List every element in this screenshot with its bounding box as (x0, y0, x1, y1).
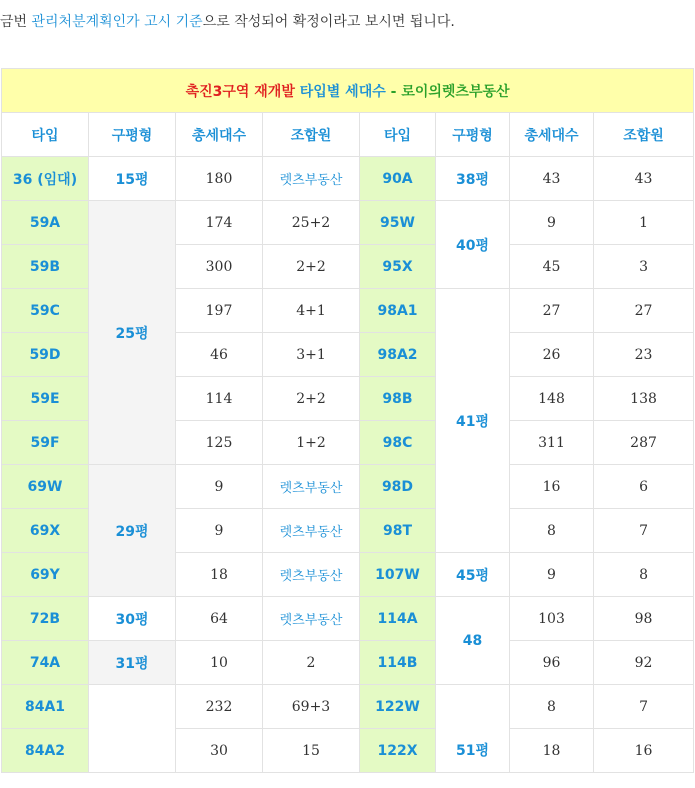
intro-link[interactable]: 관리처분계획인가 고시 기준 (31, 14, 203, 30)
right-type-cell: 122W (360, 685, 436, 729)
left-type-cell: 59D (2, 333, 89, 377)
left-units-cell: 125 (176, 421, 263, 465)
right-type-cell: 95X (360, 245, 436, 289)
left-members-link[interactable]: 렛츠부동산 (263, 597, 360, 641)
right-size-cell: 38평 (436, 157, 510, 201)
left-units-cell: 232 (176, 685, 263, 729)
left-members-cell: 3+1 (263, 333, 360, 377)
right-members-cell: 7 (594, 685, 694, 729)
left-size-cell: 31평 (89, 641, 176, 685)
table-row (2, 465, 694, 509)
right-type-cell: 98A1 (360, 289, 436, 333)
left-size-cell: 30평 (89, 597, 176, 641)
left-type-cell: 69W (2, 465, 89, 509)
header-type: 타입 (360, 113, 436, 157)
table-row (2, 685, 694, 729)
left-type-cell: 59E (2, 377, 89, 421)
left-members-link[interactable]: 렛츠부동산 (263, 553, 360, 597)
right-units-cell: 16 (510, 465, 594, 509)
left-type-cell: 69X (2, 509, 89, 553)
intro-text (0, 12, 695, 32)
left-members-cell: 2+2 (263, 377, 360, 421)
right-units-cell: 8 (510, 685, 594, 729)
right-units-cell: 43 (510, 157, 594, 201)
right-members-cell: 92 (594, 641, 694, 685)
left-units-cell: 64 (176, 597, 263, 641)
left-type-cell: 59B (2, 245, 89, 289)
left-size-cell: 25평 (89, 201, 176, 465)
right-members-cell: 287 (594, 421, 694, 465)
right-size-cell: 51평 (436, 685, 510, 773)
right-type-cell: 114B (360, 641, 436, 685)
left-units-cell: 10 (176, 641, 263, 685)
title-part-district: 촉진3구역 재개발 (185, 83, 295, 100)
left-units-cell: 18 (176, 553, 263, 597)
left-units-cell: 46 (176, 333, 263, 377)
right-members-cell: 8 (594, 553, 694, 597)
right-type-cell: 107W (360, 553, 436, 597)
right-members-cell: 23 (594, 333, 694, 377)
right-members-cell: 3 (594, 245, 694, 289)
right-type-cell: 114A (360, 597, 436, 641)
right-type-cell: 95W (360, 201, 436, 245)
table-row (2, 201, 694, 245)
left-units-cell: 174 (176, 201, 263, 245)
right-members-cell: 16 (594, 729, 694, 773)
left-units-cell: 9 (176, 509, 263, 553)
header-total-units: 총세대수 (510, 113, 594, 157)
right-units-cell: 27 (510, 289, 594, 333)
right-members-cell: 27 (594, 289, 694, 333)
left-type-cell: 74A (2, 641, 89, 685)
right-type-cell: 90A (360, 157, 436, 201)
right-units-cell: 9 (510, 201, 594, 245)
left-type-cell: 69Y (2, 553, 89, 597)
right-units-cell: 311 (510, 421, 594, 465)
table-row (2, 597, 694, 641)
header-old-size: 구평형 (436, 113, 510, 157)
left-type-cell: 72B (2, 597, 89, 641)
intro-before: 금번 (0, 14, 32, 30)
left-members-cell: 2 (263, 641, 360, 685)
left-type-cell: 59C (2, 289, 89, 333)
left-members-link[interactable]: 렛츠부동산 (263, 157, 360, 201)
right-members-cell: 138 (594, 377, 694, 421)
left-members-link[interactable]: 렛츠부동산 (263, 465, 360, 509)
header-members: 조합원 (594, 113, 694, 157)
right-units-cell: 9 (510, 553, 594, 597)
left-members-cell: 69+3 (263, 685, 360, 729)
header-members: 조합원 (263, 113, 360, 157)
left-members-cell: 15 (263, 729, 360, 773)
right-size-cell: 45평 (436, 553, 510, 597)
left-members-link[interactable]: 렛츠부동산 (263, 509, 360, 553)
table-title-row (2, 69, 694, 113)
left-type-cell: 59A (2, 201, 89, 245)
right-type-cell: 98T (360, 509, 436, 553)
right-type-cell: 122X (360, 729, 436, 773)
left-units-cell: 114 (176, 377, 263, 421)
table-row (2, 157, 694, 201)
right-units-cell: 18 (510, 729, 594, 773)
left-size-cell: 15평 (89, 157, 176, 201)
left-units-cell: 180 (176, 157, 263, 201)
right-size-cell: 40평 (436, 201, 510, 289)
left-type-cell: 84A1 (2, 685, 89, 729)
left-type-cell: 36 (임대) (2, 157, 89, 201)
right-members-cell: 7 (594, 509, 694, 553)
title-part-author: - 로이의렛츠부동산 (390, 83, 510, 100)
right-members-cell: 43 (594, 157, 694, 201)
right-units-cell: 96 (510, 641, 594, 685)
left-members-cell: 4+1 (263, 289, 360, 333)
right-type-cell: 98D (360, 465, 436, 509)
left-type-cell: 84A2 (2, 729, 89, 773)
left-type-cell: 59F (2, 421, 89, 465)
table-title (2, 69, 694, 113)
right-size-cell: 48 (436, 597, 510, 685)
left-members-cell: 2+2 (263, 245, 360, 289)
header-type: 타입 (2, 113, 89, 157)
header-old-size: 구평형 (89, 113, 176, 157)
table-row (2, 641, 694, 685)
table-header-row (2, 113, 694, 157)
right-members-cell: 98 (594, 597, 694, 641)
right-type-cell: 98B (360, 377, 436, 421)
left-units-cell: 197 (176, 289, 263, 333)
right-units-cell: 148 (510, 377, 594, 421)
right-type-cell: 98A2 (360, 333, 436, 377)
left-members-cell: 25+2 (263, 201, 360, 245)
header-total-units: 총세대수 (176, 113, 263, 157)
right-type-cell: 98C (360, 421, 436, 465)
title-part-type: 타입별 세대수 (299, 83, 386, 100)
left-units-cell: 300 (176, 245, 263, 289)
right-units-cell: 8 (510, 509, 594, 553)
left-members-cell: 1+2 (263, 421, 360, 465)
right-members-cell: 1 (594, 201, 694, 245)
left-size-cell: 29평 (89, 465, 176, 597)
left-size-cell-empty (89, 685, 176, 773)
right-units-cell: 45 (510, 245, 594, 289)
left-units-cell: 30 (176, 729, 263, 773)
right-members-cell: 6 (594, 465, 694, 509)
right-size-cell: 41평 (436, 289, 510, 553)
left-units-cell: 9 (176, 465, 263, 509)
unit-type-table (1, 68, 694, 773)
intro-after: 으로 작성되어 확정이라고 보시면 됩니다. (202, 14, 455, 30)
right-units-cell: 103 (510, 597, 594, 641)
right-units-cell: 26 (510, 333, 594, 377)
